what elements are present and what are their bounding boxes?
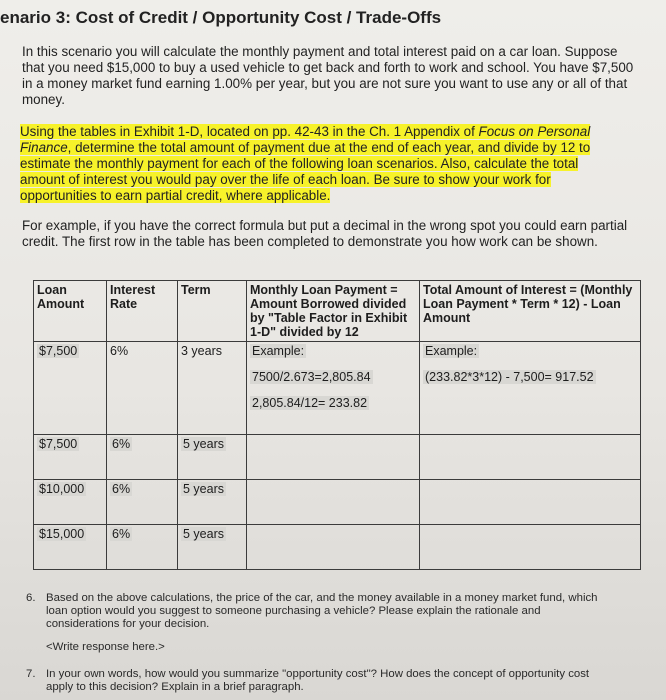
cell-interest-rate: 6% [112,527,131,541]
instructions-paragraph [20,124,610,204]
monthly-example-calc2: 2,805.84/12= 233.82 [252,396,368,410]
cell-monthly-payment[interactable] [247,435,420,480]
interest-example-calc: (233.82*3*12) - 7,500= 917.52 [425,370,594,384]
cell-term: 5 years [183,527,224,541]
question-6 [26,592,616,654]
cell-total-interest[interactable] [420,480,641,525]
scenario-title: enario 3: Cost of Credit / Opportunity Cost / Trade-Offs [0,8,442,27]
book-title: Focus on Personal Finance [20,124,591,155]
cell-total-interest[interactable] [420,342,641,435]
header-interest-rate: Interest Rate [107,281,178,342]
cell-loan-amount: $15,000 [39,527,85,541]
loan-table [33,280,641,570]
cell-total-interest[interactable] [420,435,641,480]
example-note: For example, if you have the correct formula but put a decimal in the wrong spot you could earn partial credit. The first row in the table has been completed to demonstrate you how work can be shown. [22,218,628,249]
header-monthly-payment: Monthly Loan Payment = Amount Borrowed divided by "Table Factor in Exhibit 1-D" divided by 12 [247,281,420,342]
cell-loan-amount: $7,500 [39,437,78,451]
cell-total-interest[interactable] [420,525,641,570]
table-row [34,435,641,480]
cell-term: 3 years [178,342,247,435]
question-7 [26,668,616,694]
cell-monthly-payment[interactable] [247,342,420,435]
header-loan-amount: Loan Amount [34,281,107,342]
question-text: Based on the above calculations, the price of the car, and the money available in a money market fund, which loan option would you suggest to someone purchasing a vehicle? Please explain the rationale and considerations for your decision. [46,592,598,630]
cell-loan-amount: $7,500 [39,344,78,358]
header-total-interest: Total Amount of Interest = (Monthly Loan Payment * Term * 12) - Loan Amount [420,281,641,342]
table-header-row [34,281,641,342]
table-row [34,480,641,525]
cell-term: 5 years [183,482,224,496]
cell-monthly-payment[interactable] [247,525,420,570]
cell-monthly-payment[interactable] [247,480,420,525]
table-row [34,525,641,570]
cell-interest-rate: 6% [112,437,131,451]
question-text: In your own words, how would you summarize "opportunity cost"? How does the concept of opportunity cost apply to this decision? Explain in a brief paragraph. [46,668,590,693]
interest-example-label: Example: [425,344,478,358]
monthly-example-calc1: 7500/2.673=2,805.84 [252,370,371,384]
cell-interest-rate: 6% [112,482,131,496]
header-term: Term [178,281,247,342]
table-row [34,342,641,435]
instructions-part1: Using the tables in Exhibit 1-D, located on pp. 42-43 in the Ch. 1 Appendix of [20,124,479,139]
cell-interest-rate: 6% [107,342,178,435]
monthly-example-label: Example: [252,344,305,358]
question-number: 7. [26,668,36,680]
intro-paragraph: In this scenario you will calculate the monthly payment and total interest paid on a car loan. Suppose that you need $15,000 to buy a used vehicle to get back and forth to work and school. You have $7,500 in a money market fund earning 1.00% per year, but you are not sure you want to use any or all of that money. [22,44,634,107]
cell-loan-amount: $10,000 [39,482,85,496]
response-placeholder[interactable]: <Write response here.> [46,641,165,653]
cell-term: 5 years [183,437,224,451]
question-number: 6. [26,592,36,604]
instructions-part2: , determine the total amount of payment due at the end of each year, and divide by 12 to estimate the monthly payment for each of the following loan scenarios. Also, calculate the total amount of interest you would pay over the life of each loan. Be sure to show your work for opportunities to earn partial credit, where applicable. [20,140,591,203]
